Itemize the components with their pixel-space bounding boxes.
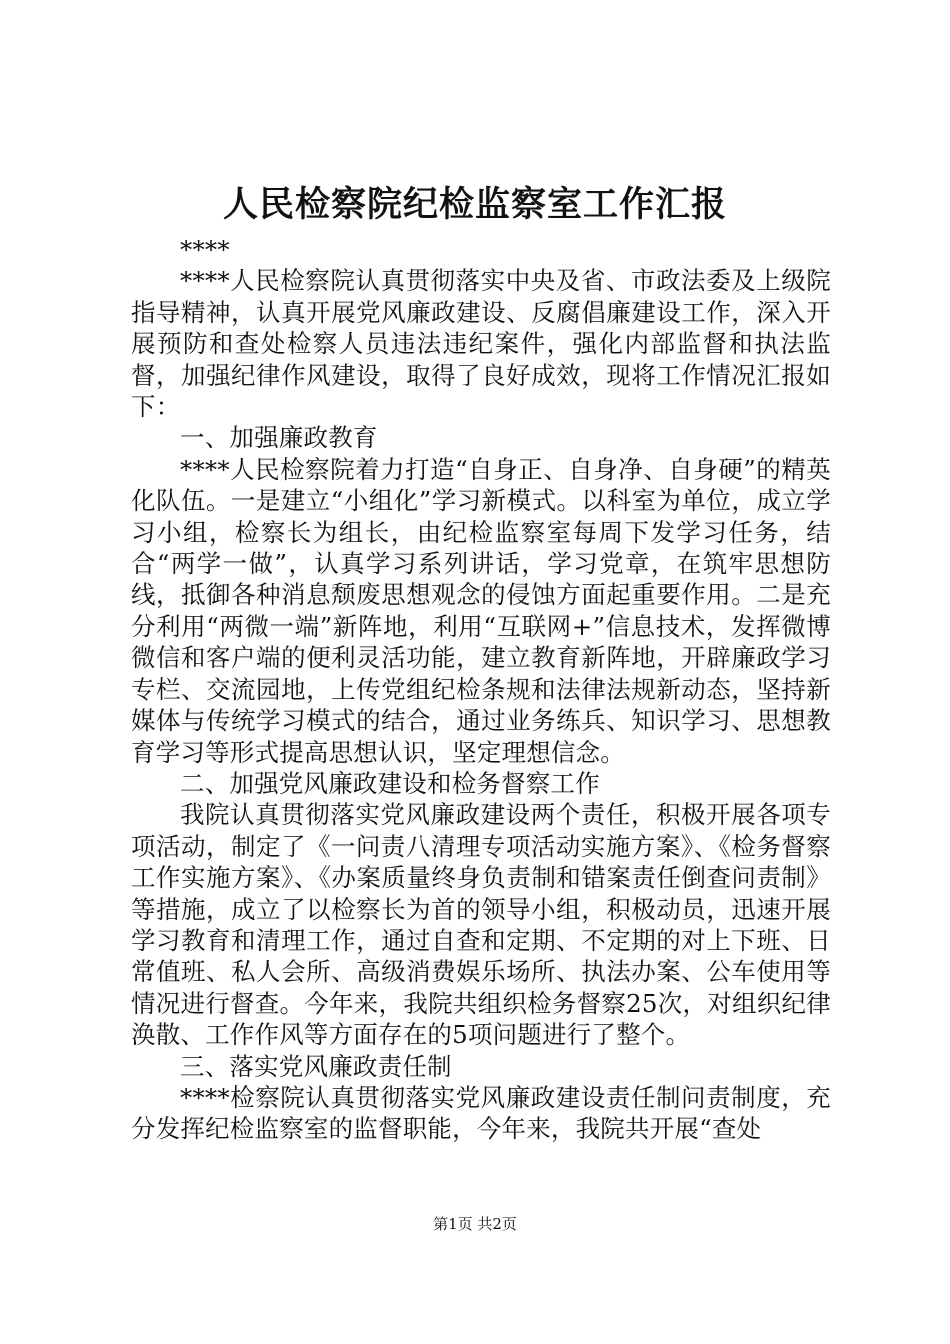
section-heading-1: 一、加强廉政教育 (180, 423, 378, 453)
section-heading-3: 三、落实党风廉政责任制 (180, 1051, 452, 1081)
page-footer: 第1页 共2页 (433, 1215, 517, 1233)
section-3-paragraph: ****检察院认真贯彻落实党风廉政建设责任制问责制度，充分发挥纪检监察室的监督职能，今年来，我院共开展“查处 (131, 1082, 831, 1144)
document-title: 人民检察院纪检监察室工作汇报 (222, 184, 727, 225)
author-line: **** (180, 235, 230, 264)
section-1-paragraph: ****人民检察院着力打造“自身正、自身净、自身硬”的精英化队伍。一是建立“小组化”学习新模式。以科室为单位，成立学习小组，检察长为组长，由纪检监察室每周下发学习任务，结合“两学一做”，认真学习系列讲话，学习党章，在筑牢思想防线，抵御各种消息颓废思想观念的侵蚀方面起重要作用。二是充分利用“两微一端”新阵地，利用“互联网+”信息技术，发挥微博微信和客户端的便利灵活功能，建立教育新阵地，开辟廉政学习专栏、交流园地，上传党组纪检条规和法律法规新动态，坚持新媒体与传统学习模式的结合，通过业务练兵、知识学习、思想教育学习等形式提高思想认识，坚定理想信念。 (131, 454, 831, 767)
section-heading-2: 二、加强党风廉政建设和检务督察工作 (180, 768, 600, 798)
section-2-paragraph: 我院认真贯彻落实党风廉政建设两个责任，积极开展各项专项活动，制定了《一问责八清理专项活动实施方案》、《检务督察工作实施方案》、《办案质量终身负责制和错案责任倒查问责制》等措施，成立了以检察长为首的领导小组，积极动员，迅速开展学习教育和清理工作，通过自查和定期、不定期的对上下班、日常值班、私人会所、高级消费娱乐场所、执法办案、公车使用等情况进行督查。今年来，我院共组织检务督察25次，对组织纪律涣散、工作作风等方面存在的5项问题进行了整个。 (131, 800, 831, 1050)
document-body (131, 234, 831, 1145)
intro-paragraph: ****人民检察院认真贯彻落实中央及省、市政法委及上级院指导精神，认真开展党风廉政建设、反腐倡廉建设工作，深入开展预防和查处检察人员违法违纪案件，强化内部监督和执法监督，加强纪律作风建设，取得了良好成效，现将工作情况汇报如下： (131, 266, 831, 422)
